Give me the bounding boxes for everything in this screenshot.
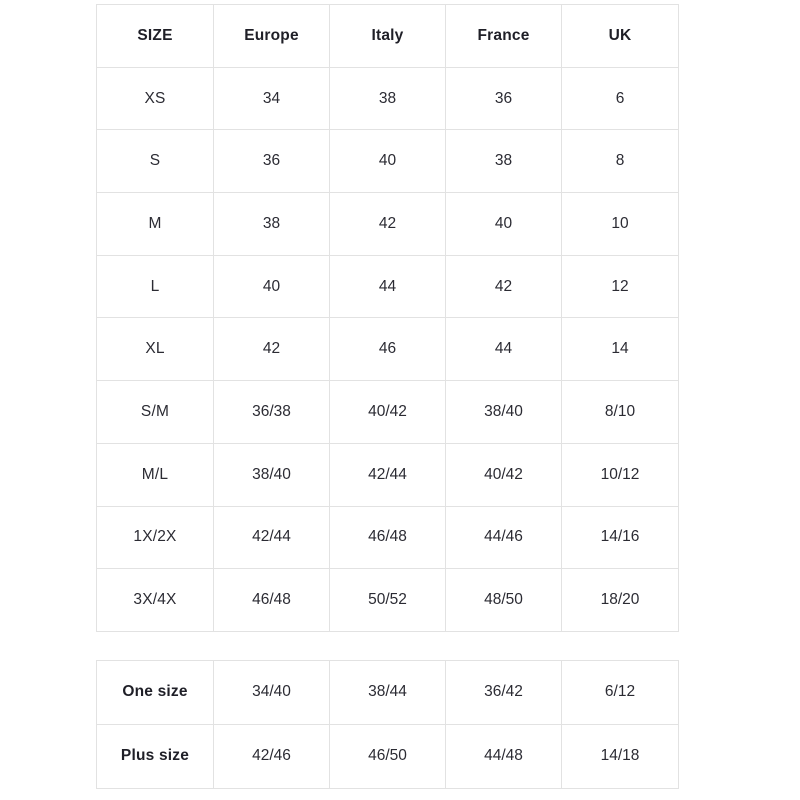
cell-europe: 42/44: [214, 506, 330, 569]
cell-france: 44/46: [446, 506, 562, 569]
table-row: [97, 506, 679, 569]
column-header-size: SIZE: [97, 5, 214, 68]
table-header: [97, 5, 679, 68]
cell-size: L: [97, 255, 214, 318]
cell-uk: 14/16: [562, 506, 679, 569]
table-body: [97, 660, 679, 788]
cell-france: 44: [446, 318, 562, 381]
column-header-france: France: [446, 5, 562, 68]
cell-italy: 50/52: [330, 569, 446, 632]
size-conversion-table: [96, 4, 679, 632]
cell-size: 3X/4X: [97, 569, 214, 632]
cell-france: 42: [446, 255, 562, 318]
table-row: [97, 443, 679, 506]
table-row: [97, 660, 679, 724]
cell-italy: 38: [330, 67, 446, 130]
cell-europe: 34/40: [214, 660, 330, 724]
cell-italy: 42: [330, 193, 446, 256]
table-row: [97, 724, 679, 788]
cell-france: 38/40: [446, 381, 562, 444]
cell-size: S: [97, 130, 214, 193]
column-header-europe: Europe: [214, 5, 330, 68]
cell-france: 36/42: [446, 660, 562, 724]
cell-size: One size: [97, 660, 214, 724]
table-divider-space: [96, 632, 678, 660]
cell-italy: 46/50: [330, 724, 446, 788]
table-row: [97, 130, 679, 193]
cell-europe: 42: [214, 318, 330, 381]
cell-france: 40/42: [446, 443, 562, 506]
cell-uk: 10/12: [562, 443, 679, 506]
cell-uk: 10: [562, 193, 679, 256]
generic-size-table: [96, 660, 679, 789]
cell-france: 40: [446, 193, 562, 256]
cell-size: S/M: [97, 381, 214, 444]
table-row: [97, 569, 679, 632]
cell-uk: 14/18: [562, 724, 679, 788]
cell-uk: 6/12: [562, 660, 679, 724]
table-row: [97, 381, 679, 444]
cell-europe: 38/40: [214, 443, 330, 506]
cell-france: 44/48: [446, 724, 562, 788]
cell-france: 48/50: [446, 569, 562, 632]
table-row: [97, 318, 679, 381]
cell-europe: 36: [214, 130, 330, 193]
cell-size: XL: [97, 318, 214, 381]
cell-italy: 40: [330, 130, 446, 193]
table-row: [97, 67, 679, 130]
cell-uk: 18/20: [562, 569, 679, 632]
cell-size: 1X/2X: [97, 506, 214, 569]
cell-europe: 34: [214, 67, 330, 130]
cell-size: Plus size: [97, 724, 214, 788]
cell-size: M/L: [97, 443, 214, 506]
cell-size: XS: [97, 67, 214, 130]
cell-italy: 46: [330, 318, 446, 381]
table-body: [97, 67, 679, 631]
table-header-row: [97, 5, 679, 68]
cell-uk: 14: [562, 318, 679, 381]
cell-italy: 40/42: [330, 381, 446, 444]
table-row: [97, 193, 679, 256]
table-row: [97, 255, 679, 318]
cell-france: 38: [446, 130, 562, 193]
cell-italy: 42/44: [330, 443, 446, 506]
cell-uk: 12: [562, 255, 679, 318]
cell-italy: 46/48: [330, 506, 446, 569]
cell-uk: 8/10: [562, 381, 679, 444]
cell-europe: 40: [214, 255, 330, 318]
cell-europe: 42/46: [214, 724, 330, 788]
tables-container: [96, 4, 678, 789]
cell-europe: 36/38: [214, 381, 330, 444]
column-header-italy: Italy: [330, 5, 446, 68]
cell-europe: 38: [214, 193, 330, 256]
cell-uk: 8: [562, 130, 679, 193]
cell-europe: 46/48: [214, 569, 330, 632]
column-header-uk: UK: [562, 5, 679, 68]
cell-italy: 38/44: [330, 660, 446, 724]
cell-uk: 6: [562, 67, 679, 130]
cell-france: 36: [446, 67, 562, 130]
cell-size: M: [97, 193, 214, 256]
cell-italy: 44: [330, 255, 446, 318]
